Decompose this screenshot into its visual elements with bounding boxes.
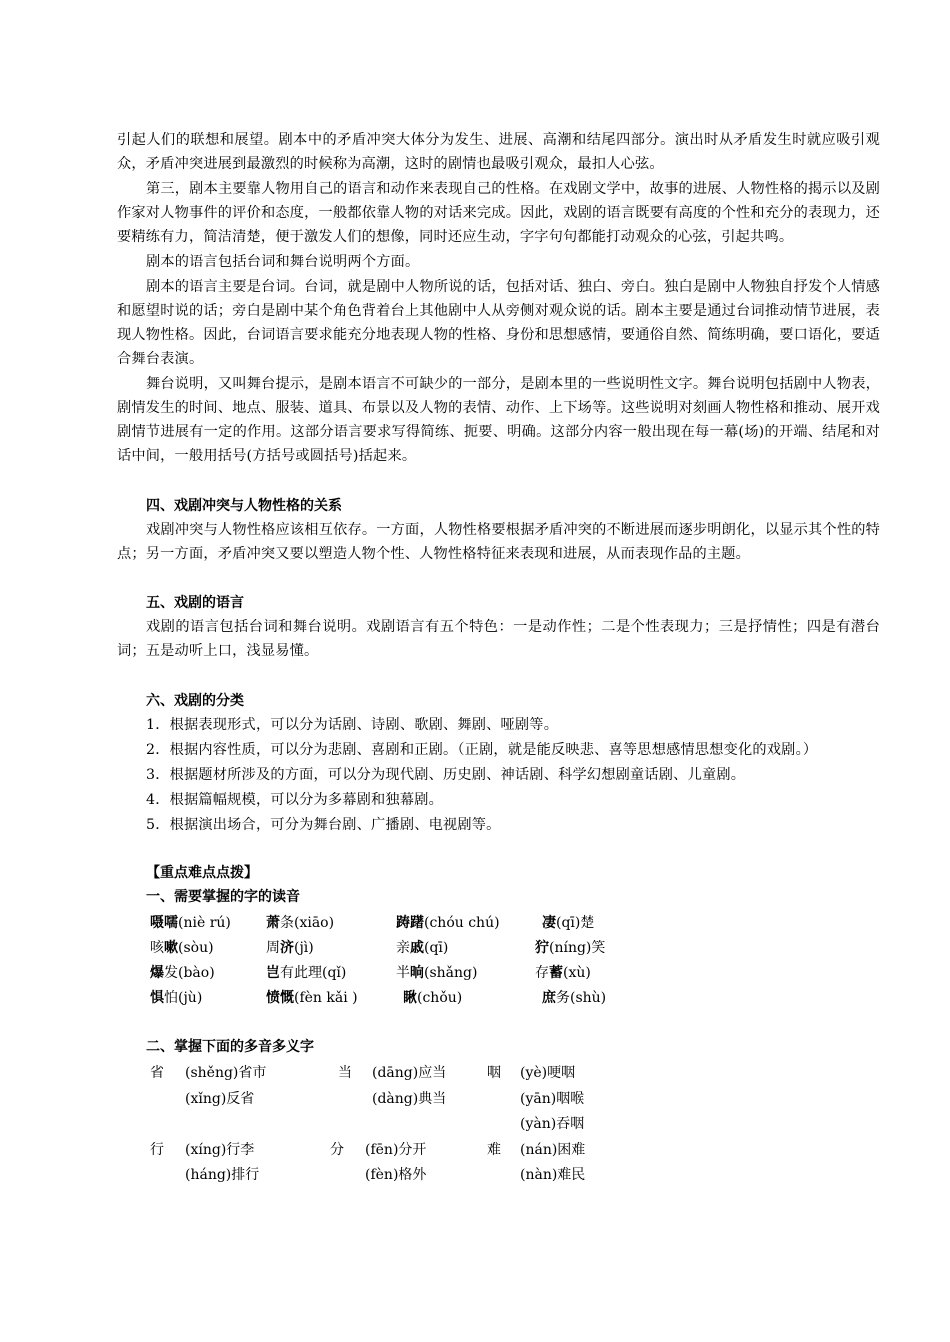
paragraph: 引起人们的联想和展望。剧本中的矛盾冲突大体分为发生、进展、高潮和结尾四部分。演出时从矛盾发生时就应吸引观众，矛盾冲突进展到最激烈的时候称为高潮，这时的剧情也最吸引观众，最扣人心弦。: [117, 132, 880, 172]
paragraph: 戏剧的语言包括台词和舞台说明。戏剧语言有五个特色：一是动作性；二是个性表现力；三是抒情性；四是有潜台词；五是动听上口，浅显易懂。: [117, 619, 880, 659]
pron-entry: 惧怕(jù): [150, 990, 203, 1006]
pron-row: [150, 961, 880, 986]
poly-reading: (dāng)应当: [372, 1065, 447, 1081]
poly-reading: (nán)困难: [520, 1141, 586, 1158]
poly-char: 当: [338, 1065, 352, 1081]
pron-entry: 瞅(chǒu): [403, 990, 463, 1006]
section-heading-6: 六、戏剧的分类: [146, 693, 244, 709]
paragraph: 剧本的语言包括台词和舞台说明两个方面。: [146, 254, 420, 270]
poly-char: 难: [487, 1141, 501, 1158]
pron-row: [150, 986, 880, 1011]
poly-row: [150, 1163, 880, 1189]
pron-entry: 庶务(shù): [542, 990, 607, 1006]
poly-reading: (xǐng)反省: [185, 1090, 255, 1107]
pron-entry: 半晌(shǎng): [396, 965, 478, 981]
pron-entry: 岂有此理(qǐ): [266, 965, 347, 981]
pron-entry: 存蓄(xù): [535, 965, 591, 981]
paragraph: 戏剧冲突与人物性格应该相互依存。一方面，人物性格要根据矛盾冲突的不断进展而逐步明朗化，以显示其个性的特点；另一方面，矛盾冲突又要以塑造人物个性、人物性格特征来表现和进展，从而表现作品的主题。: [117, 522, 880, 562]
list-item: 2．根据内容性质，可以分为悲剧、喜剧和正剧。（正剧，就是能反映悲、喜等思想感情思想变化的戏剧。）: [146, 742, 818, 758]
pron-entry: 凄(qī)楚: [542, 915, 595, 931]
poly-reading: (yè)哽咽: [520, 1065, 576, 1081]
pron-entry: 爆发(bào): [150, 965, 215, 981]
poly-reading: (háng)排行: [185, 1167, 260, 1183]
poly-char: 行: [150, 1141, 164, 1158]
list-item: 1．根据表现形式，可以分为话剧、诗剧、歌剧、舞剧、哑剧等。: [146, 717, 559, 733]
poly-char: 省: [150, 1065, 164, 1081]
poly-reading: (fēn)分开: [365, 1141, 427, 1158]
poly-row: [150, 1138, 880, 1164]
poly-reading: (yàn)吞咽: [520, 1116, 585, 1132]
pron-row: [150, 936, 880, 961]
document-page: [117, 128, 880, 1189]
poly-reading: (dàng)典当: [372, 1090, 447, 1107]
pron-entry: 萧条(xiāo): [266, 915, 335, 931]
poly-row: [150, 1087, 880, 1113]
pronunciation-heading: 一、需要掌握的字的读音: [146, 889, 300, 905]
poly-row: [150, 1112, 880, 1138]
section-heading-5: 五、戏剧的语言: [146, 595, 244, 611]
poly-char: 分: [330, 1141, 344, 1158]
poly-reading: (shěng)省市: [185, 1065, 267, 1081]
pron-entry: 嗫嚅(niè rú): [150, 915, 231, 931]
key-points-title: 【重点难点点拨】: [146, 865, 258, 881]
pron-entry: 愤慨(fèn kǎi ): [266, 990, 358, 1006]
list-item: 4．根据篇幅规模，可以分为多幕剧和独幕剧。: [146, 792, 443, 808]
paragraph: 舞台说明，又叫舞台提示，是剧本语言不可缺少的一部分，是剧本里的一些说明性文字。舞台说明包括剧中人物表，剧情发生的时间、地点、服装、道具、布景以及人物的表情、动作、上下场等。这些说明对刻画人物性格和推动、展开戏剧情节进展有一定的作用。这部分语言要求写得简练、扼要、明确。这部分内容一般出现在每一幕(场)的开端、结尾和对话中间，一般用括号(方括号或圆括号)括起来。: [117, 376, 880, 464]
list-item: 3．根据题材所涉及的方面，可以分为现代剧、历史剧、神话剧、科学幻想剧童话剧、儿童剧。: [146, 767, 746, 783]
poly-reading: (nàn)难民: [520, 1167, 586, 1183]
poly-reading: (fèn)格外: [365, 1167, 427, 1183]
pronunciation-table: [117, 909, 880, 1011]
poly-row: [150, 1061, 880, 1087]
section-heading-4: 四、戏剧冲突与人物性格的关系: [146, 498, 342, 514]
pron-entry: 亲戚(qī): [396, 940, 449, 956]
paragraph: 第三，剧本主要靠人物用自己的语言和动作来表现自己的性格。在戏剧文学中，故事的进展、人物性格的揭示以及剧作家对人物事件的评价和态度，一般都依靠人物的对话来完成。因此，戏剧的语言既要有高度的个性和充分的表现力，还要精练有力，简洁清楚，便于激发人们的想像，同时还应生动，字字句句都能打动观众的心弦，引起共鸣。: [117, 181, 880, 245]
poly-reading: (yān)咽喉: [520, 1090, 585, 1107]
polyphone-heading: 二、掌握下面的多音多义字: [146, 1039, 314, 1055]
polyphone-table: [117, 1059, 880, 1189]
poly-reading: (xíng)行李: [185, 1141, 255, 1158]
paragraph: 剧本的语言主要是台词。台词，就是剧中人物所说的话，包括对话、独白、旁白。独白是剧中人物独自抒发个人情感和愿望时说的话；旁白是剧中某个角色背着台上其他剧中人从旁侧对观众说的话。剧本主要是通过台词推动情节进展，表现人物性格。因此，台词语言要求能充分地表现人物的性格、身份和思想感情，要通俗自然、简练明确，要口语化，要适合舞台表演。: [117, 279, 880, 367]
poly-char: 咽: [487, 1065, 501, 1081]
pron-row: [150, 911, 880, 936]
pron-entry: 周济(jì): [266, 940, 314, 956]
pron-entry: 咳嗽(sòu): [150, 940, 214, 956]
pron-entry: 踌躇(chóu chú): [396, 915, 500, 931]
pron-entry: 狞(níng)笑: [535, 940, 606, 956]
list-item: 5．根据演出场合，可分为舞台剧、广播剧、电视剧等。: [146, 817, 501, 833]
